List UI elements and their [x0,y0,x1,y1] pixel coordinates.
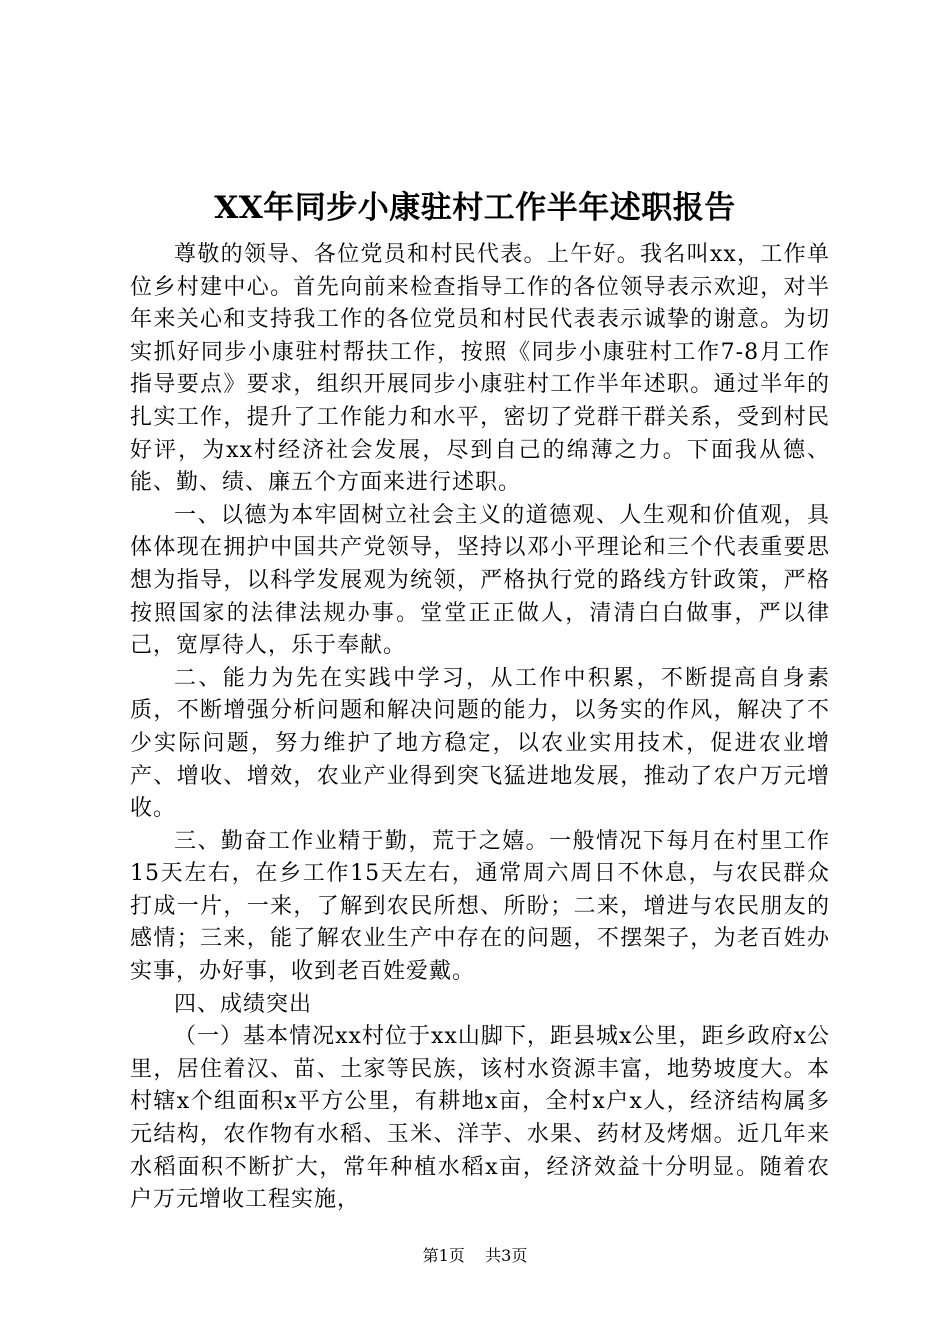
paragraph-virtue: 一、以德为本牢固树立社会主义的道德观、人生观和价值观，具体体现在拥护中国共产党领导，坚持以邓小平理论和三个代表重要思想为指导，以科学发展观为统领，严格执行党的路线方针政策，严格按照国家的法律法规办事。堂堂正正做人，清清白白做事，严以律己，宽厚待人，乐于奉献。 [130,502,830,659]
paragraph-intro: 尊敬的领导、各位党员和村民代表。上午好。我名叫xx，工作单位乡村建中心。首先向前来检查指导工作的各位领导表示欢迎，对半年来关心和支持我工作的各位党员和村民代表表示诚挚的谢意。为切实抓好同步小康驻村帮扶工作，按照《同步小康驻村工作7-8月工作指导要点》要求，组织开展同步小康驻村工作半年述职。通过半年的扎实工作，提升了工作能力和水平，密切了党群干群关系，受到村民好评，为xx村经济社会发展，尽到自己的绵薄之力。下面我从德、能、勤、绩、廉五个方面来进行述职。 [130,242,830,496]
document-title: XX年同步小康驻村工作半年述职报告 [214,190,736,226]
document-body [130,239,830,1217]
page-separator [470,1246,480,1265]
page-number: 第1页 [422,1246,465,1265]
page-footer [0,1244,950,1268]
page-total: 共3页 [485,1246,528,1265]
paragraph-diligence: 三、勤奋工作业精于勤，荒于之嬉。一般情况下每月在村里工作15天左右，在乡工作15天左右，通常周六周日不休息，与农民群众打成一片，一来，了解到农民所想、所盼；二来，增进与农民朋友的感情；三来，能了解农业生产中存在的问题，不摆架子，为老百姓办实事，办好事，收到老百姓爱戴。 [130,828,830,985]
paragraph-ability: 二、能力为先在实践中学习，从工作中积累，不断提高自身素质，不断增强分析问题和解决问题的能力，以务实的作风，解决了不少实际问题，努力维护了地方稳定，以农业实用技术，促进农业增产、增收、增效，农业产业得到突飞猛进地发展，推动了农户万元增收。 [130,665,830,822]
paragraph-basic-info: （一）基本情况xx村位于xx山脚下，距县城x公里，距乡政府x公里，居住着汉、苗、土家等民族，该村水资源丰富，地势坡度大。本村辖x个组面积x平方公里，有耕地x亩，全村x户x人，经济结构属多元结构，农作物有水稻、玉米、洋芋、水果、药材及烤烟。近几年来水稻面积不断扩大，常年种植水稻x亩，经济效益十分明显。随着农户万元增收工程实施， [130,1024,830,1213]
section-heading-achievements: 四、成绩突出 [174,991,313,1017]
